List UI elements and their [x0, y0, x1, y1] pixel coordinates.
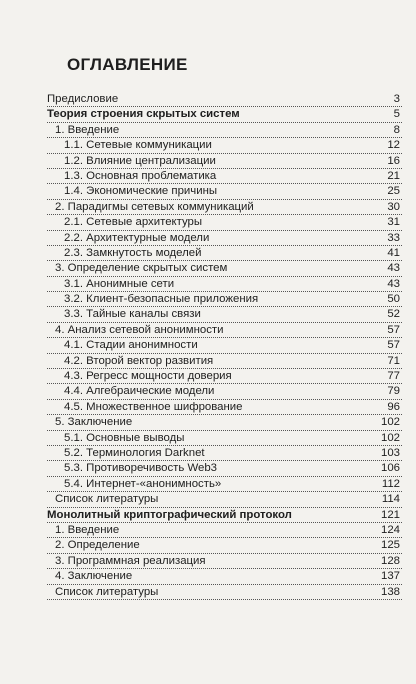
toc-entry-page: 31 [387, 216, 400, 229]
toc-entry [47, 446, 402, 461]
toc-entry [47, 415, 402, 430]
toc-entry [47, 523, 402, 538]
toc-entry-label: 2.3. Замкнутость моделей [64, 246, 202, 259]
toc-entry-page: 50 [387, 293, 400, 306]
toc-entry-label: 2.1. Сетевые архитектуры [64, 216, 203, 229]
toc-entry-page: 114 [381, 493, 400, 506]
toc-entry [47, 261, 402, 276]
toc-entry [47, 461, 402, 476]
toc-entry-label: 5.2. Терминология Darknet [64, 446, 205, 459]
toc-entry [47, 138, 402, 153]
toc-entry [47, 508, 402, 523]
toc-entry-label: 5.3. Противоречивость Web3 [64, 462, 218, 475]
toc-entry-label: Теория строения скрытых систем [47, 108, 240, 121]
toc-entry-page: 125 [380, 539, 400, 552]
toc-entry-label: 1.2. Влияние централизации [64, 154, 216, 167]
toc-entry [47, 400, 402, 415]
toc-entry-label: Список литературы [55, 493, 159, 506]
toc-entry [47, 585, 402, 600]
toc-entry-page: 102 [380, 416, 400, 429]
toc-entry [47, 369, 402, 384]
toc-entry-label: 4.3. Регресс мощности доверия [64, 370, 232, 383]
table-of-contents [47, 92, 402, 600]
toc-entry [47, 538, 402, 553]
toc-entry [47, 184, 402, 199]
toc-entry [47, 169, 402, 184]
toc-entry-label: 2.2. Архитектурные модели [64, 231, 210, 244]
toc-entry-page: 57 [387, 339, 400, 352]
toc-entry-label: 2. Определение [55, 539, 140, 552]
page-title: ОГЛАВЛЕНИЕ [67, 55, 188, 74]
toc-entry [47, 154, 402, 169]
toc-entry-page: 25 [387, 185, 400, 198]
toc-entry-page: 79 [387, 385, 400, 398]
toc-entry-page: 8 [393, 123, 400, 136]
toc-entry-page: 121 [380, 508, 400, 521]
toc-entry-page: 52 [387, 308, 400, 321]
toc-entry-label: 4.5. Множественное шифрование [64, 400, 243, 413]
toc-entry-page: 71 [387, 354, 400, 367]
toc-entry [47, 215, 402, 230]
toc-entry-page: 137 [380, 570, 400, 583]
toc-entry-label: 4.2. Второй вектор развития [64, 354, 214, 367]
toc-entry [47, 307, 402, 322]
toc-entry-page: 12 [387, 139, 400, 152]
toc-entry-label: 5.4. Интернет-«анонимность» [64, 477, 222, 490]
toc-entry-page: 77 [387, 370, 400, 383]
toc-entry [47, 354, 402, 369]
toc-entry-label: 3.2. Клиент-безопасные приложения [64, 293, 259, 306]
toc-entry-page: 21 [387, 169, 400, 182]
toc-entry-label: 1. Введение [55, 523, 120, 536]
toc-entry-page: 128 [380, 554, 400, 567]
toc-entry-page: 96 [387, 400, 400, 413]
toc-entry-label: 3. Определение скрытых систем [55, 262, 228, 275]
toc-entry-page: 43 [387, 262, 400, 275]
toc-entry-page: 33 [387, 231, 400, 244]
toc-entry-page: 43 [387, 277, 400, 290]
toc-entry-page: 41 [387, 246, 400, 259]
toc-entry-label: 4.1. Стадии анонимности [64, 339, 198, 352]
toc-entry-page: 5 [393, 108, 400, 121]
toc-entry-label: 3.1. Анонимные сети [64, 277, 175, 290]
toc-entry-page: 102 [380, 431, 400, 444]
toc-entry-label: 1.4. Экономические причины [64, 185, 218, 198]
toc-entry [47, 92, 402, 107]
toc-entry [47, 231, 402, 246]
toc-entry [47, 246, 402, 261]
toc-entry [47, 384, 402, 399]
toc-entry-page: 138 [380, 585, 400, 598]
toc-entry-label: 1. Введение [55, 123, 120, 136]
toc-entry [47, 107, 402, 122]
toc-entry [47, 323, 402, 338]
toc-entry-page: 16 [387, 154, 400, 167]
toc-entry [47, 292, 402, 307]
toc-entry-label: 3. Программная реализация [55, 554, 206, 567]
toc-entry-page: 57 [387, 323, 400, 336]
toc-entry-label: Монолитный криптографический протокол [47, 508, 292, 521]
toc-entry-label: 4. Заключение [55, 570, 133, 583]
toc-entry-label: Список литературы [55, 585, 159, 598]
toc-entry-label: 5. Заключение [55, 416, 133, 429]
toc-entry-page: 112 [381, 477, 400, 490]
toc-entry-page: 124 [380, 523, 400, 536]
toc-entry-page: 103 [380, 446, 400, 459]
toc-entry-label: 4. Анализ сетевой анонимности [55, 323, 224, 336]
toc-entry-label: 2. Парадигмы сетевых коммуникаций [55, 200, 254, 213]
toc-entry-page: 30 [387, 200, 400, 213]
toc-entry [47, 277, 402, 292]
toc-entry [47, 123, 402, 138]
toc-entry [47, 477, 402, 492]
toc-entry-page: 3 [393, 93, 400, 105]
toc-entry-label: Предисловие [47, 93, 119, 105]
toc-entry [47, 554, 402, 569]
toc-entry-label: 1.1. Сетевые коммуникации [64, 139, 212, 152]
toc-entry-label: 1.3. Основная проблематика [64, 169, 217, 182]
toc-entry [47, 492, 402, 507]
toc-entry-label: 5.1. Основные выводы [64, 431, 185, 444]
toc-entry-label: 3.3. Тайные каналы связи [64, 308, 201, 321]
toc-entry [47, 569, 402, 584]
toc-entry [47, 431, 402, 446]
toc-entry-page: 106 [380, 462, 400, 475]
toc-entry [47, 338, 402, 353]
toc-entry-label: 4.4. Алгебраические модели [64, 385, 215, 398]
toc-entry [47, 200, 402, 215]
